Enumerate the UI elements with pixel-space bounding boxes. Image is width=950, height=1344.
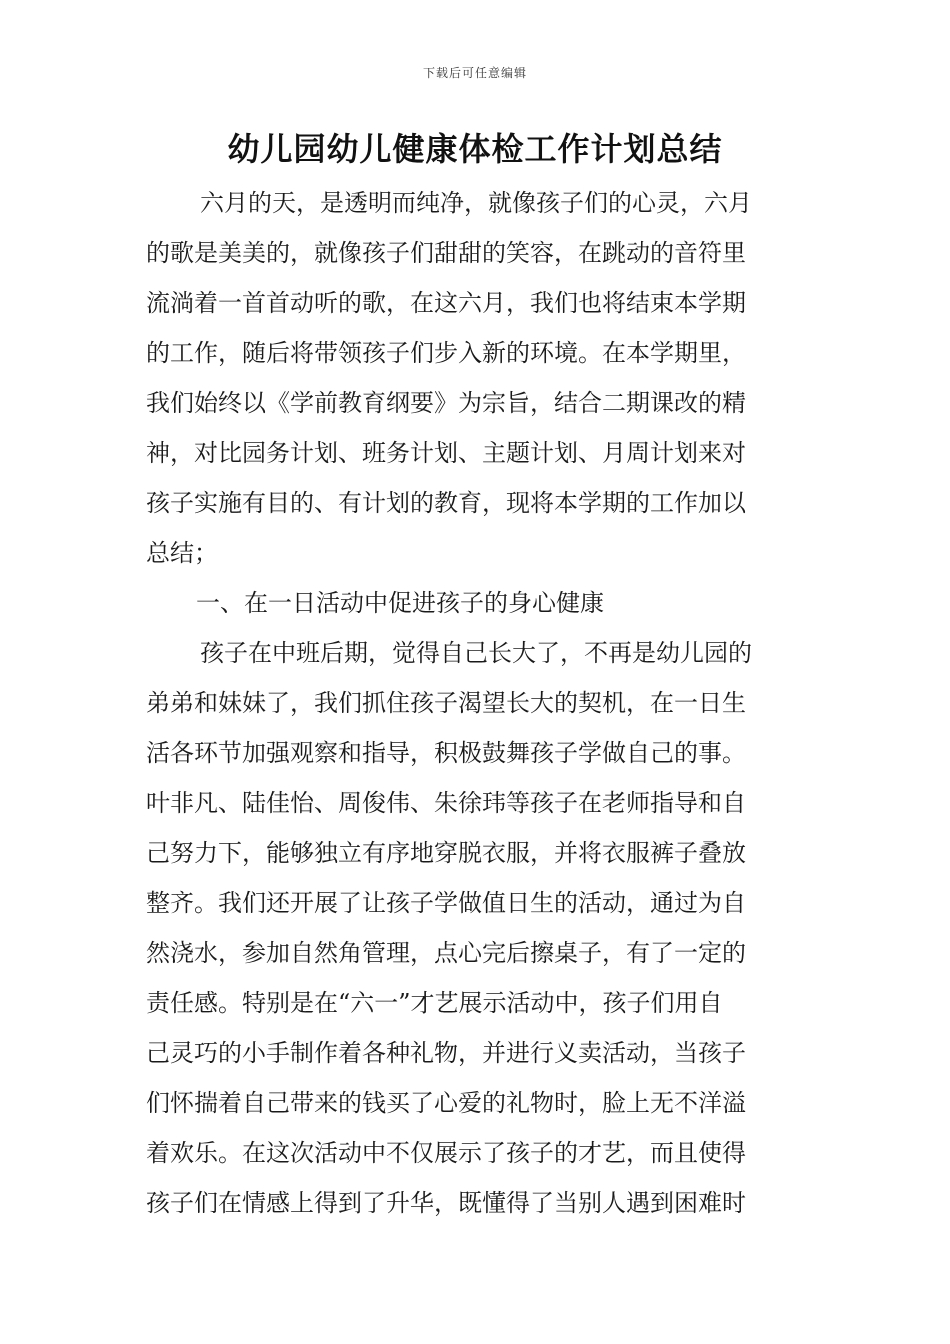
paragraph-line: 然浇水，参加自然角管理，点心完后擦桌子，有了一定的 [146,939,746,967]
paragraph-line: 孩子在中班后期，觉得自己长大了，不再是幼儿园的 [200,639,752,667]
paragraph-line: 叶非凡、陆佳怡、周俊伟、朱徐玮等孩子在老师指导和自 [146,789,746,817]
paragraph-line: 的歌是美美的，就像孩子们甜甜的笑容，在跳动的音符里 [146,239,746,267]
document-title: 幼儿园幼儿健康体检工作计划总结 [227,130,723,168]
paragraph-line: 神，对比园务计划、班务计划、主题计划、月周计划来对 [146,439,746,467]
document-body [146,178,806,1228]
paragraph-line: 整齐。我们还开展了让孩子学做值日生的活动，通过为自 [146,889,746,917]
paragraph-line: 的工作，随后将带领孩子们步入新的环境。在本学期里， [146,339,746,367]
paragraph-line: 责任感。特别是在“六一”才艺展示活动中，孩子们用自 [146,989,723,1017]
paragraph-line: 己努力下，能够独立有序地穿脱衣服，并将衣服裤子叠放 [146,839,746,867]
paragraph-line: 六月的天，是透明而纯净，就像孩子们的心灵，六月 [200,189,752,217]
paragraph-line: 活各环节加强观察和指导，积极鼓舞孩子学做自己的事。 [146,739,746,767]
paragraph-line: 流淌着一首首动听的歌，在这六月，我们也将结束本学期 [146,289,746,317]
paragraph-line: 己灵巧的小手制作着各种礼物，并进行义卖活动，当孩子 [146,1039,746,1067]
paragraph-line: 们怀揣着自己带来的钱买了心爱的礼物时，脸上无不洋溢 [146,1089,746,1117]
paragraph-line: 孩子们在情感上得到了升华，既懂得了当别人遇到困难时 [146,1189,746,1217]
section-heading: 一、在一日活动中促进孩子的身心健康 [196,589,604,617]
paragraph-line: 总结； [146,539,218,567]
paragraph-line: 我们始终以《学前教育纲要》为宗旨，结合二期课改的精 [146,389,746,417]
header-note: 下载后可任意编辑 [422,66,527,80]
paragraph-line: 着欢乐。在这次活动中不仅展示了孩子的才艺，而且使得 [146,1139,746,1167]
paragraph-line: 弟弟和妹妹了，我们抓住孩子渴望长大的契机，在一日生 [146,689,746,717]
paragraph-line: 孩子实施有目的、有计划的教育，现将本学期的工作加以 [146,489,746,517]
